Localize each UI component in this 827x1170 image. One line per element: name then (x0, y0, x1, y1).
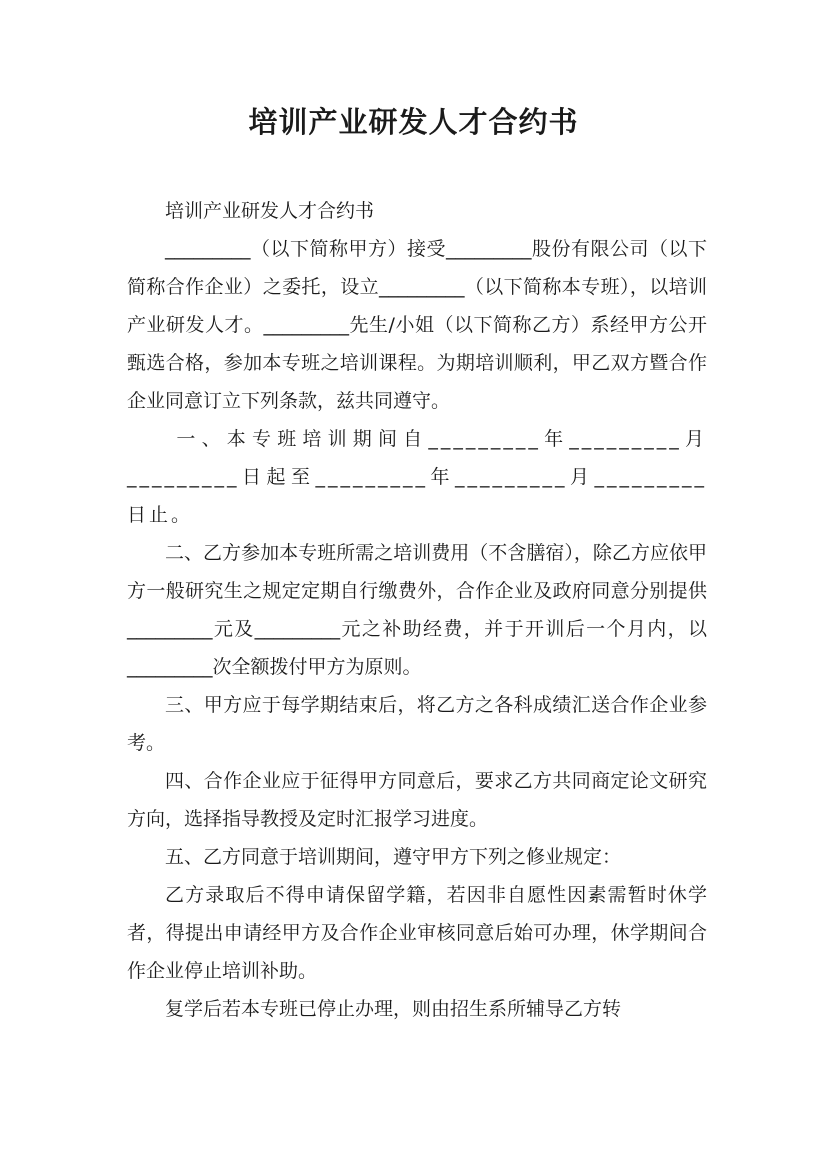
paragraph-clause-2: 二、乙方参加本专班所需之培训费用（不含膳宿），除乙方应依甲方一般研究生之规定定期自行缴费外，合作企业及政府同意分别提供_________元及_________元之补助经费，并于开训后一个月内，以_________次全额拨付甲方为原则。 (127, 542, 707, 678)
paragraph-clause-5-item-1: 乙方录取后不得申请保留学籍，若因非自愿性因素需暂时休学者，得提出申请经甲方及合作企业审核同意后始可办理，休学期间合作企业停止培训补助。 (127, 884, 707, 982)
paragraph-subtitle: 培训产业研发人才合约书 (165, 200, 375, 222)
document-title: 培训产业研发人才合约书 (248, 105, 579, 139)
document-body (127, 192, 707, 1028)
paragraph-preamble: _________（以下简称甲方）接受_________股份有限公司（以下简称合作企业）之委托，设立_________（以下简称本专班），以培训产业研发人才。_________先生/小姐（以下简称乙方）系经甲方公开甄选合格，参加本专班之培训课程。为期培训顺利，甲乙双方暨合作企业同意订立下列条款，兹共同遵守。 (127, 238, 707, 412)
paragraph-clause-4: 四、合作企业应于征得甲方同意后，要求乙方共同商定论文研究方向，选择指导教授及定时汇报学习进度。 (127, 770, 707, 830)
paragraph-clause-5-item-2: 复学后若本专班已停止办理，则由招生系所辅导乙方转 (165, 998, 622, 1020)
paragraph-clause-3: 三、甲方应于每学期结束后，将乙方之各科成绩汇送合作企业参考。 (127, 694, 707, 754)
paragraph-clause-1: 一、本专班培训期间自_________年_________月_________日起至_________年_________月_________日止。 (127, 428, 707, 526)
paragraph-clause-5: 五、乙方同意于培训期间，遵守甲方下列之修业规定： (165, 846, 622, 868)
